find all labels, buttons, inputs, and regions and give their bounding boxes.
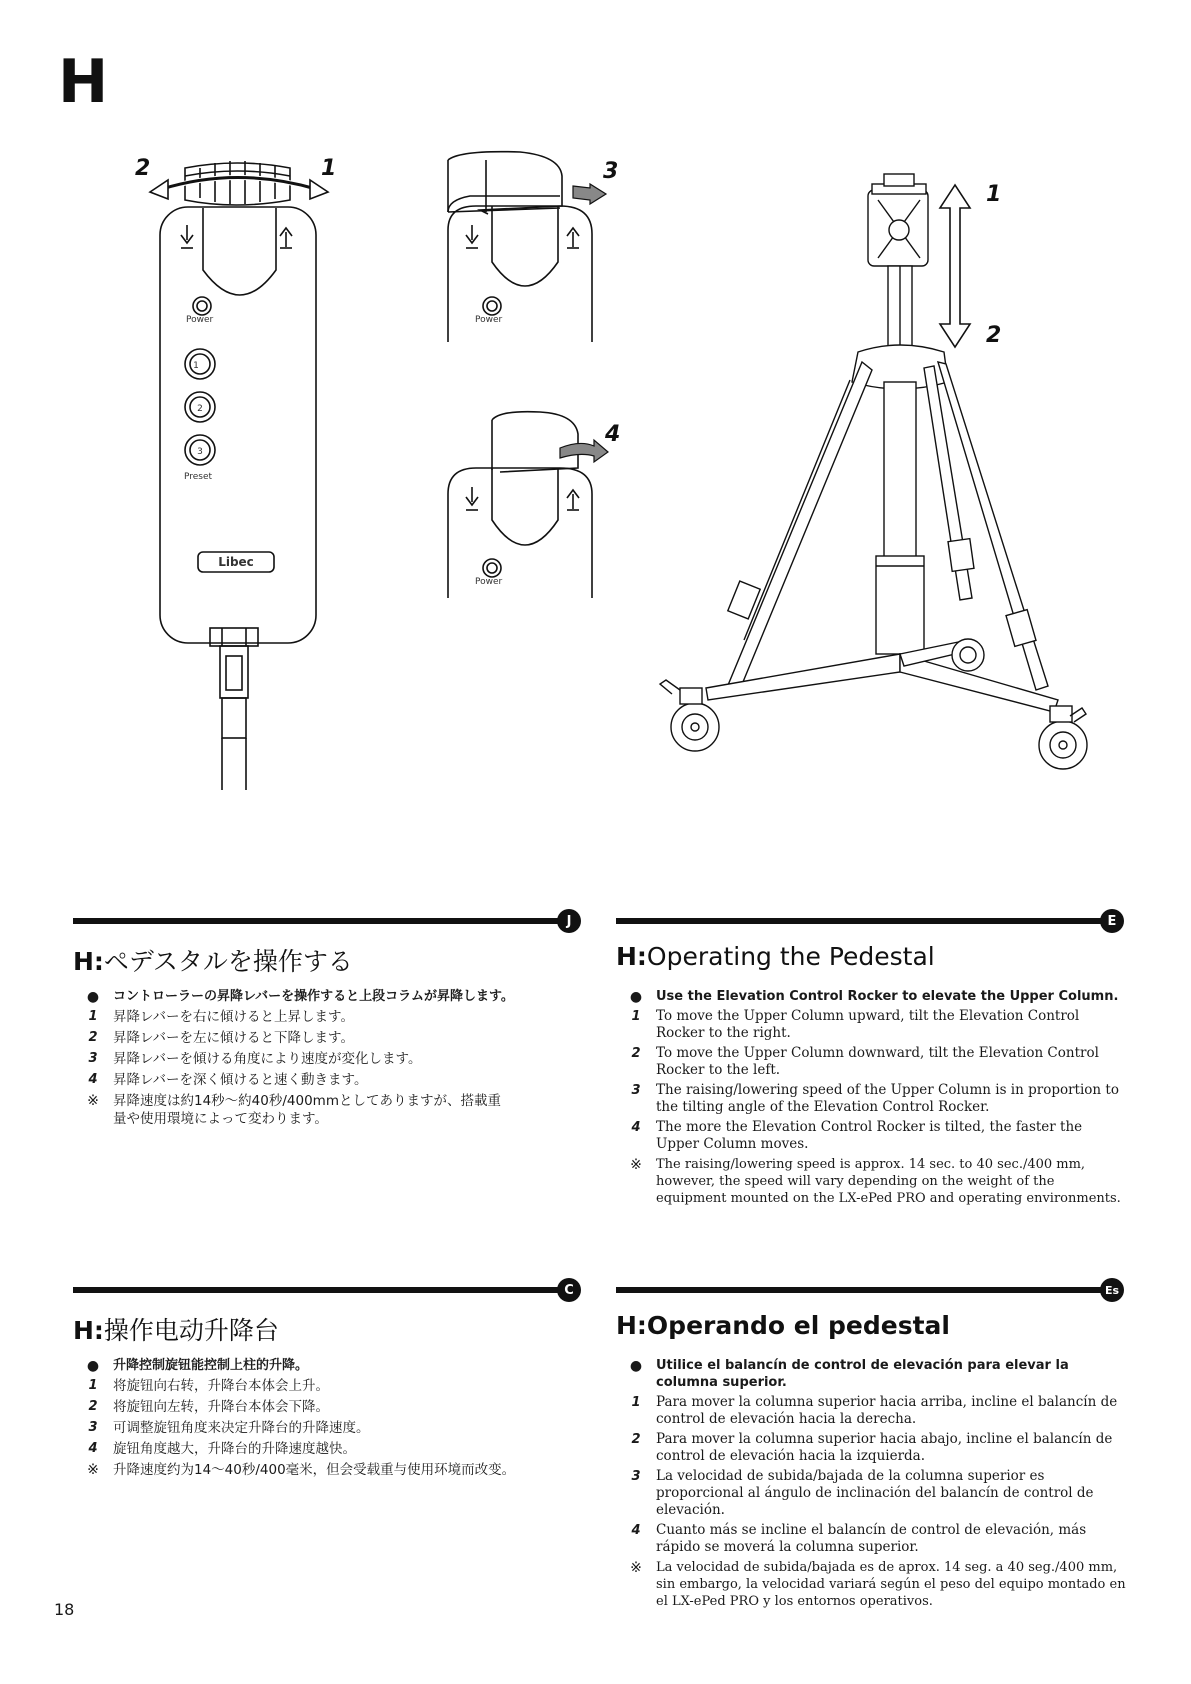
up-down-arrow-icon [940,185,970,347]
callout-2-controller: 2 [135,156,151,181]
list-item: 3 可调整旋钮角度来决定升降台的升降速度。 [88,1420,370,1436]
power-label: Power [186,315,214,325]
list-item: 2 将旋钮向左转，升降台本体会下降。 [88,1399,329,1415]
lead-item: ● Use the Elevation Control Rocker to elevate the Upper Column. [629,989,1119,1005]
logo: Libec [218,555,254,569]
pedestal-illustration [0,0,1191,800]
list-item: 1 昇降レバーを右に傾けると上昇します。 [88,1009,354,1025]
preset-3-label: 3 [197,447,203,457]
section-rule [616,1287,1106,1293]
note-item: ※ La velocidad de subida/bajada es de aprox. 14 seg. a 40 seg./400 mm, sin embargo, la velocidad variará según el peso del equipo montado en el LX-ePed PRO y los entornos operativos. [630,1560,1126,1609]
list-item: 1 将旋钮向右转，升降台本体会上升。 [88,1378,329,1394]
note-item: ※ 昇降速度は約14秒〜約40秒/400mmとしてありますが、搭載重量や使用環境によって変わります。 [87,1093,501,1127]
callout-3: 3 [603,159,619,184]
section-title: H:操作电动升降台 [73,1316,279,1345]
lead-item: ● コントローラーの昇降レバーを操作すると上段コラムが昇降します。 [86,989,514,1005]
callout-1-pedestal: 1 [986,182,1002,207]
callout-4: 4 [605,422,621,447]
note-item: ※ 升降速度约为14〜40秒/400毫米，但会受载重与使用环境而改变。 [87,1462,516,1478]
section-title: H:Operando el pedestal [616,1311,950,1340]
tripod-pedestal-drawing [660,174,1087,769]
callout-1-controller: 1 [321,156,337,181]
preset-1-label: 1 [193,361,199,371]
lead-item: ● Utilice el balancín de control de elevación para elevar la columna superior. [629,1358,1069,1390]
list-item: 2 昇降レバーを左に傾けると下降します。 [88,1030,354,1046]
list-item: 4 旋钮角度越大，升降台的升降速度越快。 [88,1441,356,1457]
preset-label: Preset [184,472,213,482]
section-title: H:ペデスタルを操作する [73,947,353,976]
list-item: 2 Para mover la columna superior hacia abajo, incline el balancín de control de elevación hacia la izquierda. [631,1431,1113,1464]
list-item: 3 The raising/lowering speed of the Upper Column is in proportion to the tilting angle of the Elevation Control Rocker. [631,1082,1119,1115]
section-letter: H [58,47,109,117]
section-rule [73,918,563,924]
note-item: ※ The raising/lowering speed is approx. 14 sec. to 40 sec./400 mm, however, the speed will vary depending on the weight of the equipment mounted on the LX-ePed PRO and operating environments. [630,1157,1121,1206]
list-item: 3 La velocidad de subida/bajada de la columna superior es proporcional al ángulo de inclinación del balancín de control de elevación. [631,1468,1094,1518]
language-badge: Es [1100,1278,1124,1302]
lead-item: ● 升降控制旋钮能控制上柱的升降。 [86,1358,309,1374]
list-item: 1 To move the Upper Column upward, tilt the Elevation Control Rocker to the right. [631,1008,1080,1041]
callout-2-pedestal: 2 [986,323,1002,348]
list-item: 3 昇降レバーを傾ける角度により速度が変化します。 [88,1051,422,1067]
controller-detail-right [448,152,606,342]
list-item: 1 Para mover la columna superior hacia arriba, incline el balancín de control de elevación hacia la derecha. [631,1394,1118,1427]
language-badge: C [557,1278,581,1302]
section-rule [616,918,1106,924]
language-badge: E [1100,909,1124,933]
list-item: 4 The more the Elevation Control Rocker is tilted, the faster the Upper Column moves. [631,1119,1083,1152]
preset-2-label: 2 [197,404,203,414]
list-item: 4 昇降レバーを深く傾けると速く動きます。 [88,1072,368,1088]
power-label-2: Power [475,315,503,325]
list-item: 2 To move the Upper Column downward, tilt the Elevation Control Rocker to the left. [631,1045,1099,1078]
controller-detail-left-far [448,412,608,598]
language-badge: J [557,909,581,933]
list-item: 4 Cuanto más se incline el balancín de control de elevación, más rápido se moverá la columna superior. [631,1522,1087,1555]
section-title: H:Operating the Pedestal [616,942,935,971]
page-number: 18 [54,1600,75,1619]
section-rule [73,1287,563,1293]
power-label-3: Power [475,577,503,587]
